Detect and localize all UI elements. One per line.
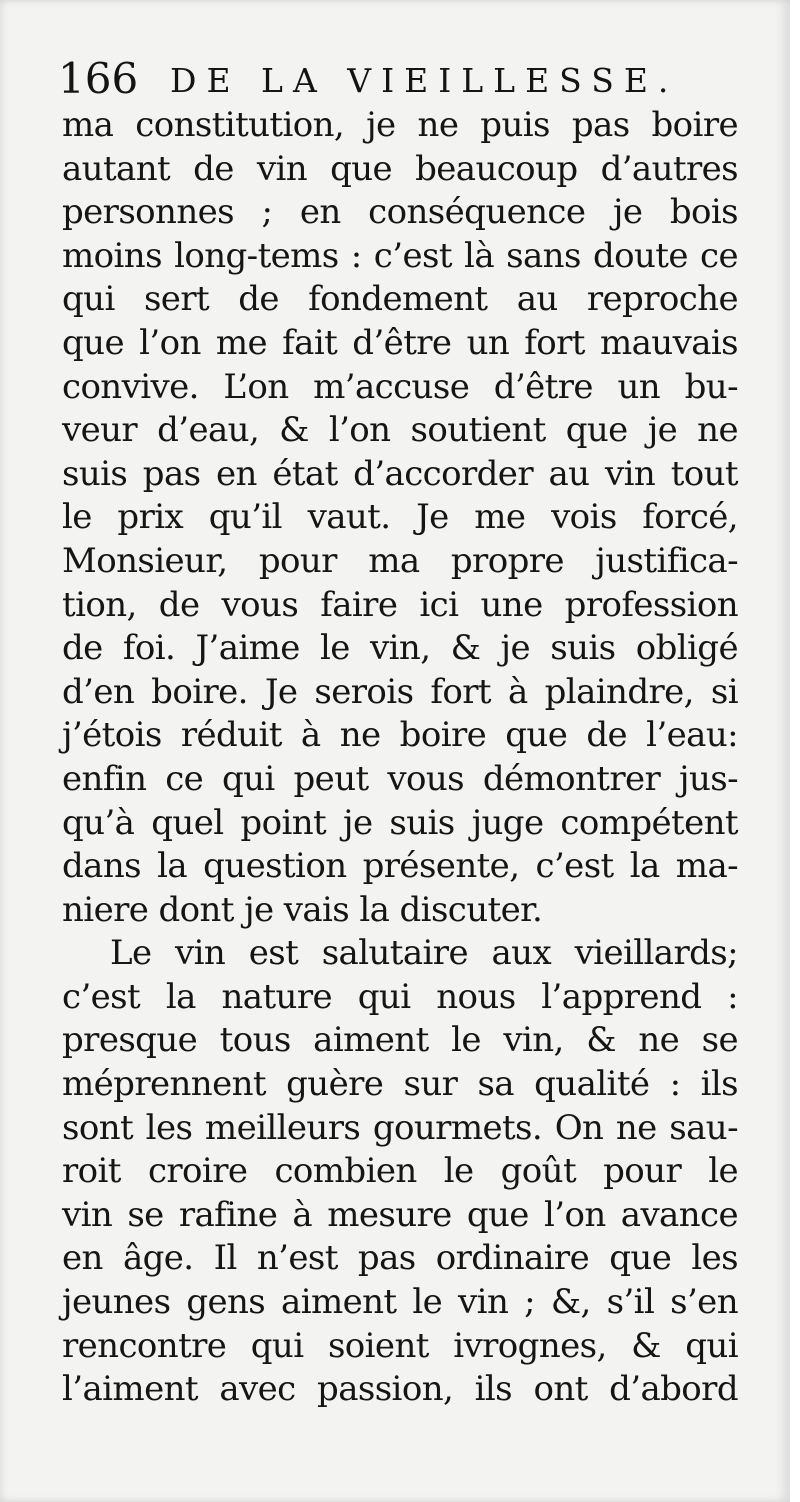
running-title: DE LA VIEILLESSE.: [170, 61, 679, 100]
text-line: suis pas en état d’accorder au vin tout: [62, 453, 738, 494]
text-line: veur d’eau, & l’on soutient que je ne: [62, 410, 738, 451]
text-line: que l’on me fait d’être un fort mauvais: [62, 322, 738, 363]
page-edge: [790, 0, 800, 1502]
running-header: [58, 50, 738, 106]
text-line: c’est la nature qui nous l’apprend :: [62, 976, 738, 1017]
text-line: l’aiment avec passion, ils ont d’abord: [62, 1369, 738, 1410]
paragraph-last-line: niere dont je vais la discuter.: [62, 889, 543, 930]
text-line: roit croire combien le goût pour le: [62, 1151, 738, 1192]
text-line: rencontre qui soient ivrognes, & qui: [62, 1325, 738, 1366]
text-line: tion, de vous faire ici une profession: [62, 584, 738, 625]
text-line: d’en boire. Je serois fort à plaindre, si: [62, 671, 738, 712]
text-line: qui sert de fondement au reproche: [62, 279, 738, 320]
text-line: j’étois réduit à ne boire que de l’eau:: [62, 715, 738, 756]
page-number: 166: [58, 54, 139, 103]
text-line: en âge. Il n’est pas ordinaire que les: [62, 1238, 738, 1279]
body-text: [62, 104, 738, 1412]
text-line: méprennent guère sur sa qualité : ils: [62, 1064, 738, 1105]
text-line: jeunes gens aiment le vin ; &, s’il s’en: [62, 1282, 738, 1323]
text-line: moins long-tems : c’est là sans doute ce: [62, 235, 738, 276]
text-line: Monsieur, pour ma propre justifica-: [62, 540, 738, 581]
text-line: dans la question présente, c’est la ma-: [62, 846, 738, 887]
text-line: vin se rafine à mesure que l’on avance: [62, 1194, 738, 1235]
text-line: ma constitution, je ne puis pas boire: [62, 105, 738, 145]
text-line: presque tous aiment le vin, & ne se: [62, 1020, 738, 1061]
text-line: convive. L’on m’accuse d’être un bu-: [62, 366, 738, 407]
text-line: enfin ce qui peut vous démontrer jus-: [62, 758, 738, 799]
text-line: de foi. J’aime le vin, & je suis obligé: [62, 628, 738, 669]
text-line: autant de vin que beaucoup d’autres: [62, 148, 738, 189]
text-line: sont les meilleurs gourmets. On ne sau-: [62, 1107, 738, 1148]
text-line: qu’à quel point je suis juge compétent: [62, 802, 738, 843]
text-line: le prix qu’il vaut. Je me vois forcé,: [62, 497, 738, 538]
paragraph-first-line: Le vin est salutaire aux vieillards;: [110, 933, 738, 974]
text-line: personnes ; en conséquence je bois: [62, 192, 738, 233]
